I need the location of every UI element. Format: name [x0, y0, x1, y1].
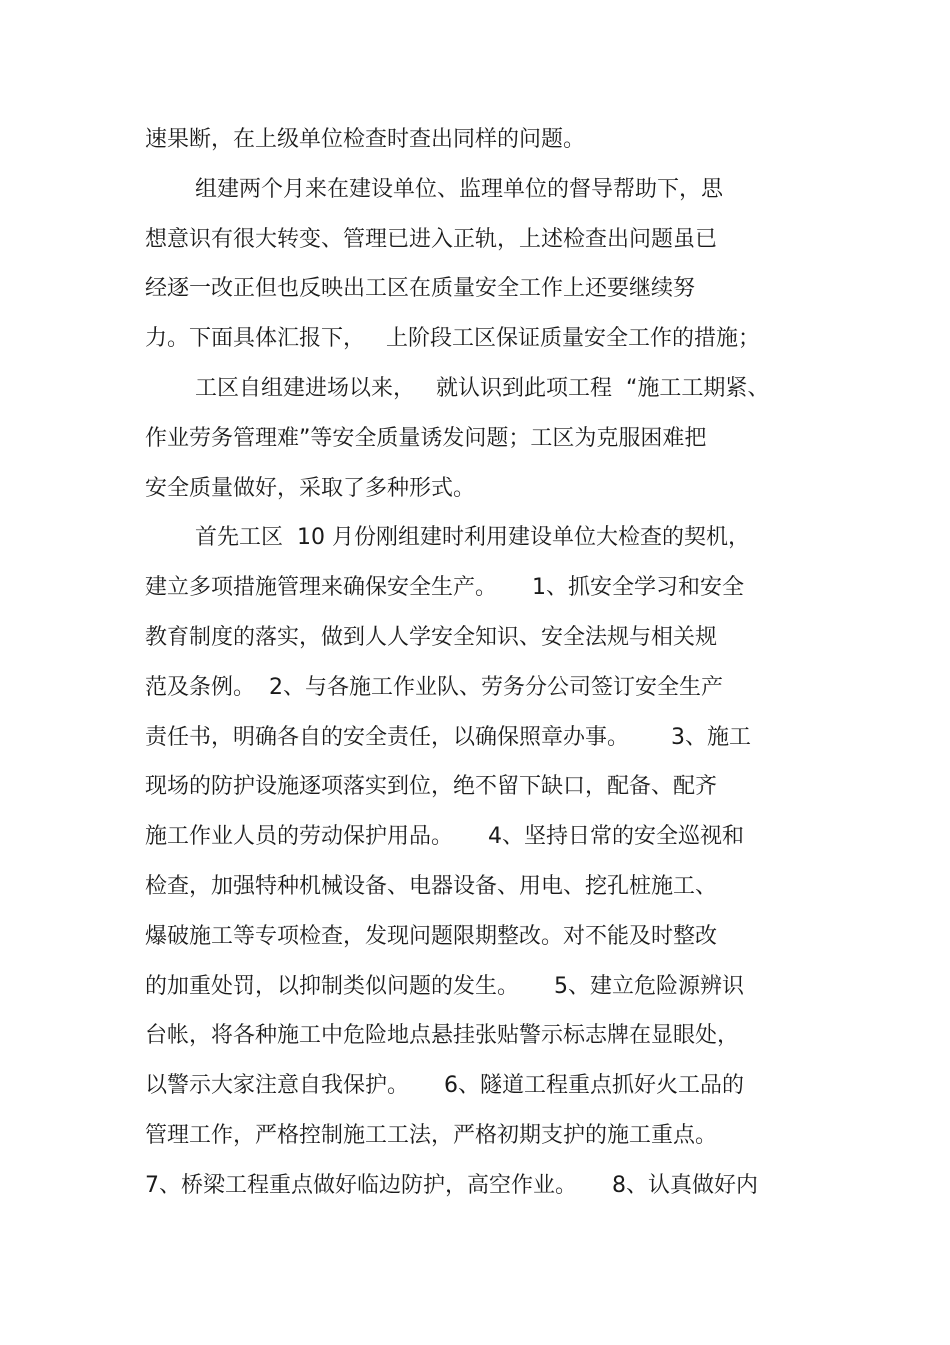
text-line-3: 想意识有很大转变、管理已进入正轨，上述检查出问题虽已 [145, 227, 718, 252]
text-line-8: 安全质量做好，采取了多种形式。 [145, 476, 476, 501]
text-line-20: 以警示大家注意自我保护。 6、隧道工程重点抓好火工品的 [145, 1073, 744, 1098]
text-line-9: 首先工区 10 月份刚组建时利用建设单位大检查的契机， [195, 525, 750, 550]
text-line-13: 责任书，明确各自的安全责任，以确保照章办事。 3、施工 [145, 725, 751, 750]
text-line-14: 现场的防护设施逐项落实到位，绝不留下缺口，配备、配齐 [145, 774, 718, 799]
text-line-7: 作业劳务管理难”等安全质量诱发问题；工区为克服困难把 [145, 426, 707, 451]
text-line-1: 速果断，在上级单位检查时查出同样的问题。 [145, 127, 586, 152]
text-line-2: 组建两个月来在建设单位、监理单位的督导帮助下，思 [195, 177, 724, 202]
text-line-6: 工区自组建进场以来， 就认识到此项工程 “施工工期紧、 [195, 376, 770, 401]
text-line-5: 力。下面具体汇报下， 上阶段工区保证质量安全工作的措施； [145, 326, 760, 351]
text-line-4: 经逐一改正但也反映出工区在质量安全工作上还要继续努 [145, 276, 696, 301]
text-line-21: 管理工作，严格控制施工工法，严格初期支护的施工重点。 [145, 1123, 718, 1148]
text-line-11: 教育制度的落实，做到人人学安全知识、安全法规与相关规 [145, 625, 718, 650]
text-line-18: 的加重处罚，以抑制类似问题的发生。 5、建立危险源辨识 [145, 974, 744, 999]
text-line-17: 爆破施工等专项检查，发现问题限期整改。对不能及时整改 [145, 924, 718, 949]
text-line-16: 检查，加强特种机械设备、电器设备、用电、挖孔桩施工、 [145, 874, 718, 899]
text-line-22: 7、桥梁工程重点做好临边防护，高空作业。 8、认真做好内 [145, 1173, 758, 1198]
text-line-12: 范及条例。 2、与各施工作业队、劳务分公司签订安全生产 [145, 675, 723, 700]
text-line-10: 建立多项措施管理来确保安全生产。 1、抓安全学习和安全 [145, 575, 744, 600]
text-line-19: 台帐，将各种施工中危险地点悬挂张贴警示标志牌在显眼处， [145, 1023, 740, 1048]
text-line-15: 施工作业人员的劳动保护用品。 4、坚持日常的安全巡视和 [145, 824, 744, 849]
